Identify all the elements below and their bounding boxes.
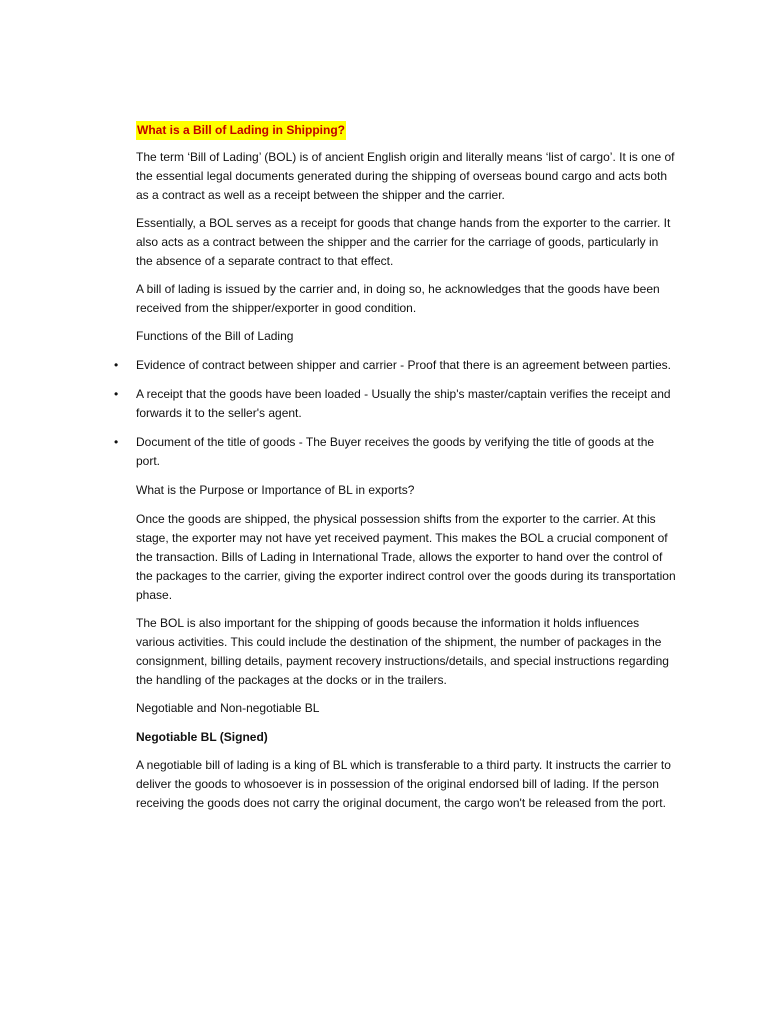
document-page [114, 121, 676, 822]
functions-heading: Functions of the Bill of Lading [136, 329, 294, 343]
purpose-paragraph-1: Once the goods are shipped, the physical possession shifts from the exporter to the carrier. At this stage, the exporter may not have yet received payment. This makes the BOL a crucial component of the transaction. Bills of Lading in International Trade, allows the exporter to hand over the control of the packages to the carrier, giving the exporter indirect control over the goods during its transportation phase. [136, 512, 676, 602]
intro-paragraph-1: The term ‘Bill of Lading’ (BOL) is of ancient English origin and literally means ‘list of cargo’. It is one of the essential legal documents generated during the shipping of overseas bound cargo and acts both as a contract as well as a receipt between the shipper and the carrier. [136, 150, 675, 202]
negotiable-paragraph: A negotiable bill of lading is a king of BL which is transferable to a third party. It instructs the carrier to deliver the goods to whosoever is in possession of the original endorsed bill of lading. If the person receiving the goods does not carry the original document, the cargo won't be released from the port. [136, 758, 671, 810]
function-text-3: Document of the title of goods - The Buyer receives the goods by verifying the title of goods at the port. [136, 435, 655, 468]
list-item [114, 433, 676, 471]
document-title: What is a Bill of Lading in Shipping? [136, 121, 346, 140]
bullet-icon: • [114, 387, 119, 401]
list-item [114, 385, 676, 423]
negotiable-subheading: Negotiable BL (Signed) [136, 730, 268, 744]
bullet-icon: • [114, 358, 119, 372]
bullet-icon: • [114, 435, 119, 449]
function-text-2: A receipt that the goods have been loaded - Usually the ship's master/captain verifies the receipt and forwards it to the seller's agent. [136, 387, 671, 420]
function-text-1: Evidence of contract between shipper and carrier - Proof that there is an agreement between parties. [136, 358, 671, 372]
intro-paragraph-2: Essentially, a BOL serves as a receipt for goods that change hands from the exporter to the carrier. It also acts as a contract between the shipper and the carrier for the carriage of goods, particularly in the absence of a separate contract to that effect. [136, 216, 671, 268]
intro-paragraph-3: A bill of lading is issued by the carrier and, in doing so, he acknowledges that the goods have been received from the shipper/exporter in good condition. [136, 282, 660, 315]
list-item [114, 356, 676, 375]
negotiable-heading: Negotiable and Non-negotiable BL [136, 701, 320, 715]
functions-list [114, 356, 676, 471]
purpose-heading: What is the Purpose or Importance of BL in exports? [136, 483, 415, 497]
purpose-paragraph-2: The BOL is also important for the shipping of goods because the information it holds influences various activities. This could include the destination of the shipment, the number of packages in the consignment, billing details, payment recovery instructions/details, and special instructions regarding the handling of the packages at the docks or in the trailers. [136, 616, 669, 687]
